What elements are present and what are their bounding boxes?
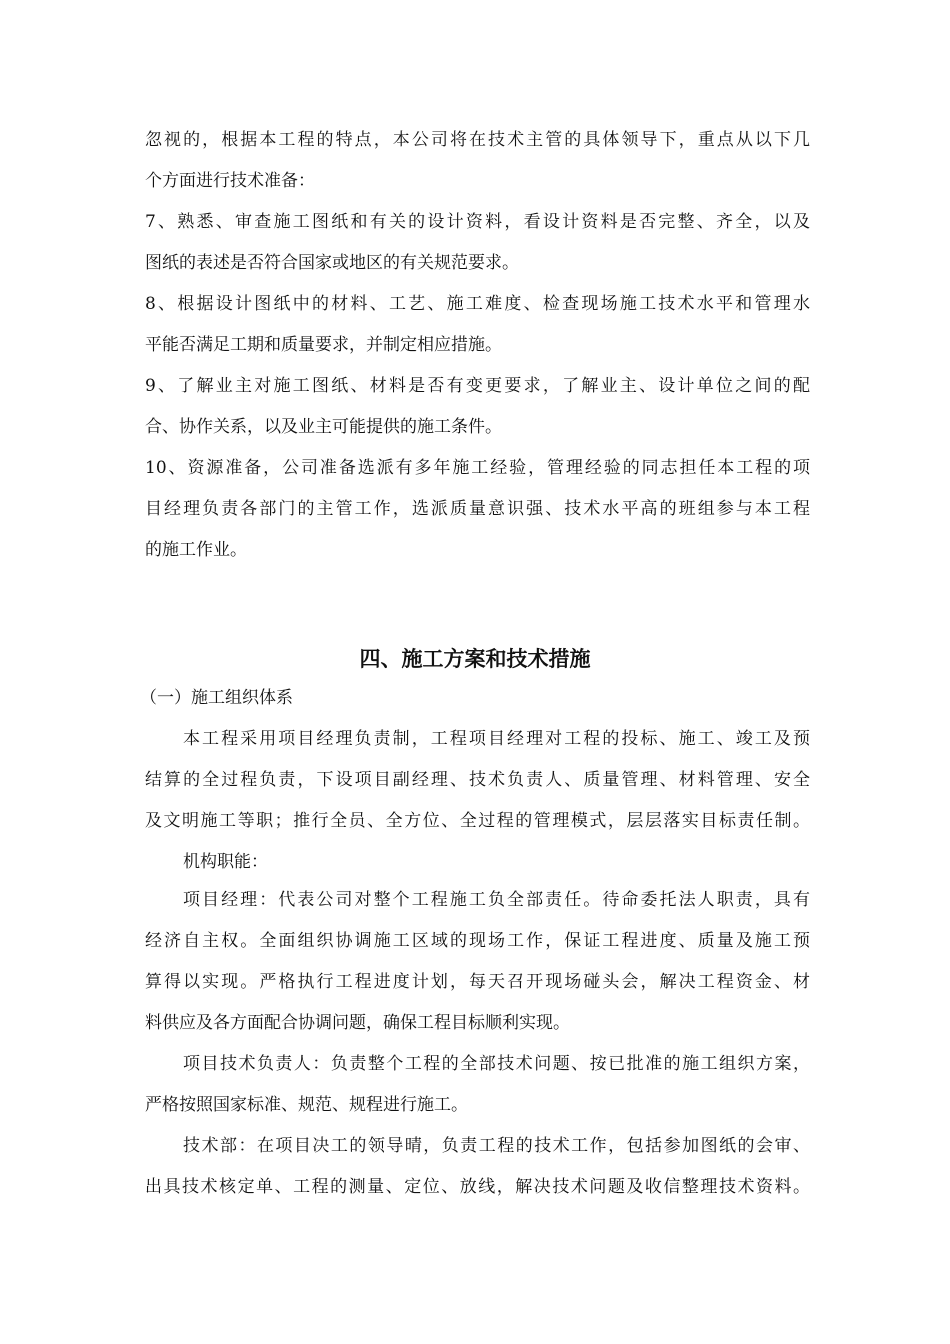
section-title: 四、施工方案和技术措施 [359,647,591,671]
item-8-line-1: 8、根据设计图纸中的材料、工艺、施工难度、检查现场施工技术水平和管理水 [145,294,810,314]
pm-para-line-2: 经济自主权。全面组织协调施工区域的现场工作，保证工程进度、质量及施工预 [145,931,810,951]
org-para-line-2: 结算的全过程负责，下设项目副经理、技术负责人、质量管理、材料管理、安全 [145,770,810,790]
intro-line-2: 个方面进行技术准备： [145,171,315,191]
item-10-line-3: 的施工作业。 [145,540,247,560]
section-subtitle: （一）施工组织体系 [140,688,293,708]
org-para-line-1: 本工程采用项目经理负责制，工程项目经理对工程的投标、施工、竣工及预 [183,729,810,749]
org-para-line-3: 及文明施工等职；推行全员、全方位、全过程的管理模式，层层落实目标责任制。 [145,811,810,831]
item-9-line-1: 9、了解业主对施工图纸、材料是否有变更要求，了解业主、设计单位之间的配 [145,376,810,396]
item-10-line-1: 10、资源准备，公司准备选派有多年施工经验，管理经验的同志担任本工程的项 [145,458,810,478]
intro-line-1: 忽视的，根据本工程的特点，本公司将在技术主管的具体领导下，重点从以下几 [145,130,810,150]
item-7-line-1: 7、熟悉、审查施工图纸和有关的设计资料，看设计资料是否完整、齐全，以及 [145,212,810,232]
item-8-line-2: 平能否满足工期和质量要求，并制定相应措施。 [145,335,502,355]
pm-para-line-4: 料供应及各方面配合协调问题，确保工程目标顺利实现。 [145,1013,570,1033]
functions-label: 机构职能： [183,852,268,872]
pm-para-line-3: 算得以实现。严格执行工程进度计划，每天召开现场碰头会，解决工程资金、材 [145,972,810,992]
tech-lead-para-line-2: 严格按照国家标准、规范、规程进行施工。 [145,1095,468,1115]
item-9-line-2: 合、协作关系，以及业主可能提供的施工条件。 [145,417,502,437]
tech-dept-para-line-1: 技术部：在项目决工的领导晴，负责工程的技术工作，包括参加图纸的会审、 [183,1136,810,1156]
item-10-line-2: 目经理负责各部门的主管工作，选派质量意识强、技术水平高的班组参与本工程 [145,499,810,519]
tech-lead-para-line-1: 项目技术负责人：负责整个工程的全部技术问题、按已批准的施工组织方案， [183,1054,810,1074]
item-7-line-2: 图纸的表述是否符合国家或地区的有关规范要求。 [145,253,519,273]
pm-para-line-1: 项目经理：代表公司对整个工程施工负全部责任。待命委托法人职责，具有 [183,890,810,910]
tech-dept-para-line-2: 出具技术核定单、工程的测量、定位、放线，解决技术问题及收信整理技术资料。 [145,1177,810,1197]
